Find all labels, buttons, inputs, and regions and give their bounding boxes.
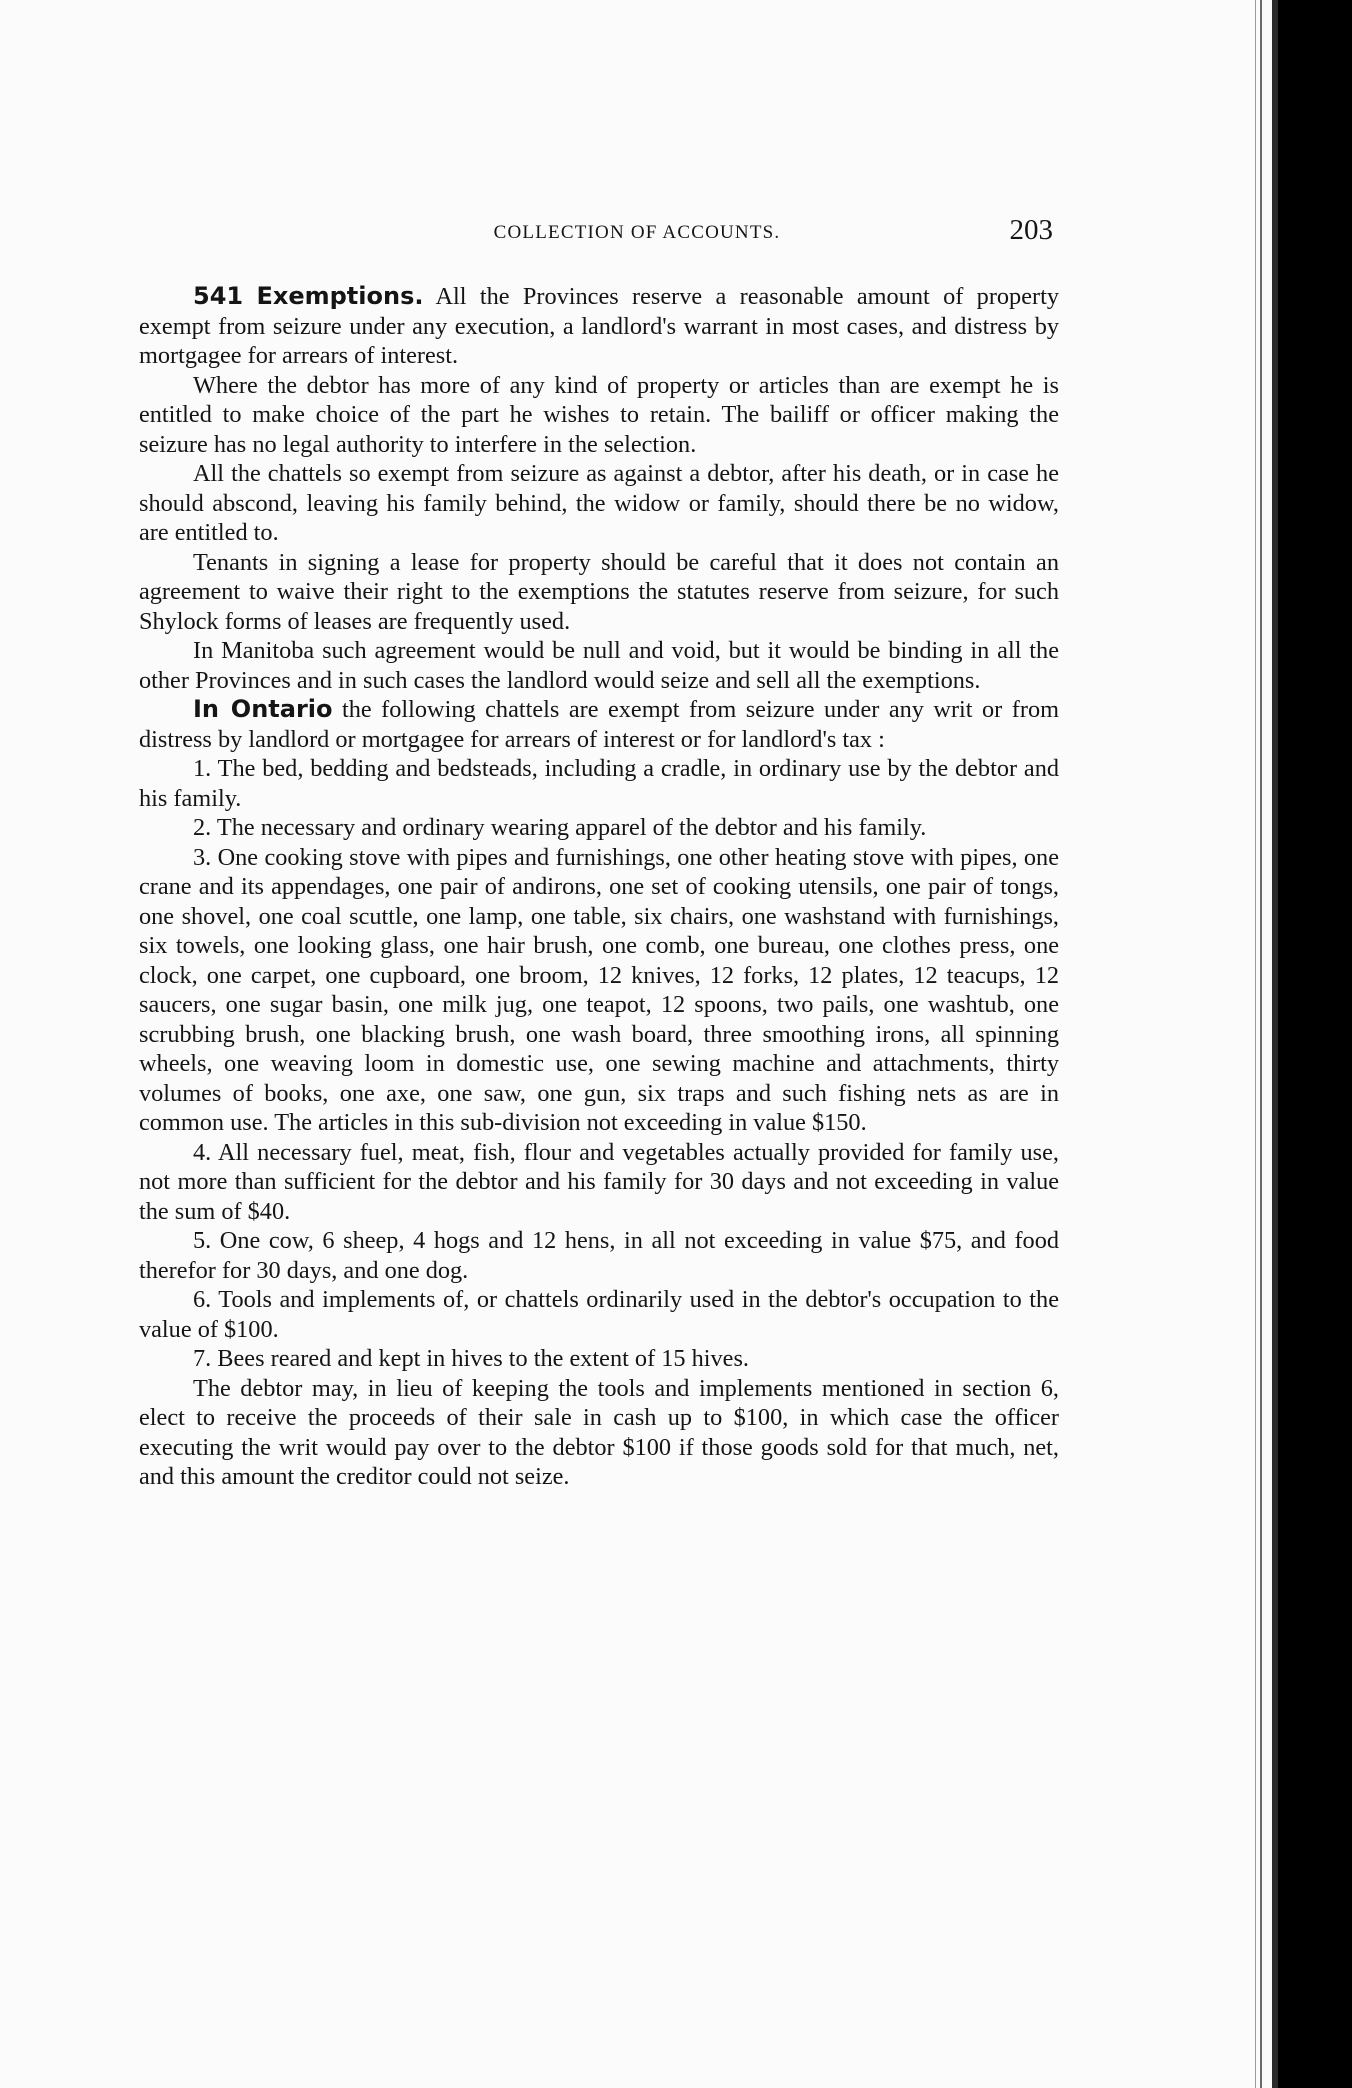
page-edge-line xyxy=(1255,0,1256,2088)
section-intro-text: All the Provinces reserve a reasonable amount of property exempt from seizure under any execution, a landlord's warrant in most cases, and distress by mortgagee for arrears of interest. xyxy=(139,283,1059,369)
closing-paragraph: The debtor may, in lieu of keeping the tools and implements mentioned in section 6, elect to receive the proceeds of their sale in cash up to $100, in which case the officer executing the writ would pay over to the debtor $100 if those goods sold for that much, net, and this amount the creditor could not seize. xyxy=(139,1374,1059,1490)
section-intro-paragraph xyxy=(139,282,1059,371)
paragraph: Where the debtor has more of any kind of property or articles than are exempt he is entitled to make choice of the part he wishes to retain. The bailiff or officer making the seizure has no legal authority to interfere in the selection. xyxy=(139,371,1059,458)
exemption-item: 7. Bees reared and kept in hives to the extent of 15 hives. xyxy=(193,1345,749,1372)
exemption-item: 6. Tools and implements of, or chattels ordinarily used in the debtor's occupation to the value of $100. xyxy=(139,1286,1059,1343)
exemption-item: 3. One cooking stove with pipes and furnishings, one other heating stove with pipes, one crane and its appendages, one pair of andirons, one set of cooking utensils, one pair of tongs, one shovel, one coal scuttle, one lamp, one table, six chairs, one washstand with furnishings, six towels, one looking glass, one hair brush, one comb, one bureau, one clothes press, one clock, one carpet, one cupboard, one broom, 12 knives, 12 forks, 12 plates, 12 teacups, 12 saucers, one sugar basin, one milk jug, one teapot, 12 spoons, two pails, one washtub, one scrubbing brush, one blacking brush, one wash board, three smoothing irons, all spinning wheels, one weaving loom in domestic use, one sewing machine and attachments, thirty volumes of books, one axe, one saw, one gun, six traps and such fishing nets as are in common use. The articles in this sub-division not exceeding in value $150. xyxy=(139,843,1059,1136)
running-head xyxy=(139,210,1059,254)
exemption-item: 5. One cow, 6 sheep, 4 hogs and 12 hens, in all not exceeding in value $75, and food therefor for 30 days, and one dog. xyxy=(139,1227,1059,1284)
ontario-text: the following chattels are exempt from seizure under any writ or from distress by landlord or mortgagee for arrears of interest or for landlord's tax : xyxy=(139,696,1059,753)
section-number: 541 xyxy=(193,282,244,310)
paragraph: Tenants in signing a lease for property should be careful that it does not contain an agreement to waive their right to the exemptions the statutes reserve from seizure, for such Shylock forms of leases are frequently used. xyxy=(139,548,1059,635)
running-title: COLLECTION OF ACCOUNTS. xyxy=(493,222,781,243)
body-text xyxy=(139,282,1059,1492)
exemption-item: 2. The necessary and ordinary wearing apparel of the debtor and his family. xyxy=(193,814,927,841)
paragraph: All the chattels so exempt from seizure as against a debtor, after his death, or in case he should abscond, leaving his family behind, the widow or family, should there be no widow, are entitled to. xyxy=(139,460,1059,546)
page-edge-line xyxy=(1260,0,1262,2088)
ontario-paragraph xyxy=(139,695,1059,754)
province-heading: In Ontario xyxy=(193,695,333,723)
exemption-item: 1. The bed, bedding and bedsteads, including a cradle, in ordinary use by the debtor and his family. xyxy=(139,755,1059,812)
page-number: 203 xyxy=(1009,214,1053,246)
paragraph: In Manitoba such agreement would be null and void, but it would be binding in all the other Provinces and in such cases the landlord would seize and sell all the exemptions. xyxy=(139,637,1059,694)
book-page xyxy=(139,210,1059,1492)
section-title: Exemptions. xyxy=(256,282,424,310)
exemption-item: 4. All necessary fuel, meat, fish, flour and vegetables actually provided for family use, not more than sufficient for the debtor and his family for 30 days and not exceeding in value the sum of $40. xyxy=(139,1138,1059,1225)
